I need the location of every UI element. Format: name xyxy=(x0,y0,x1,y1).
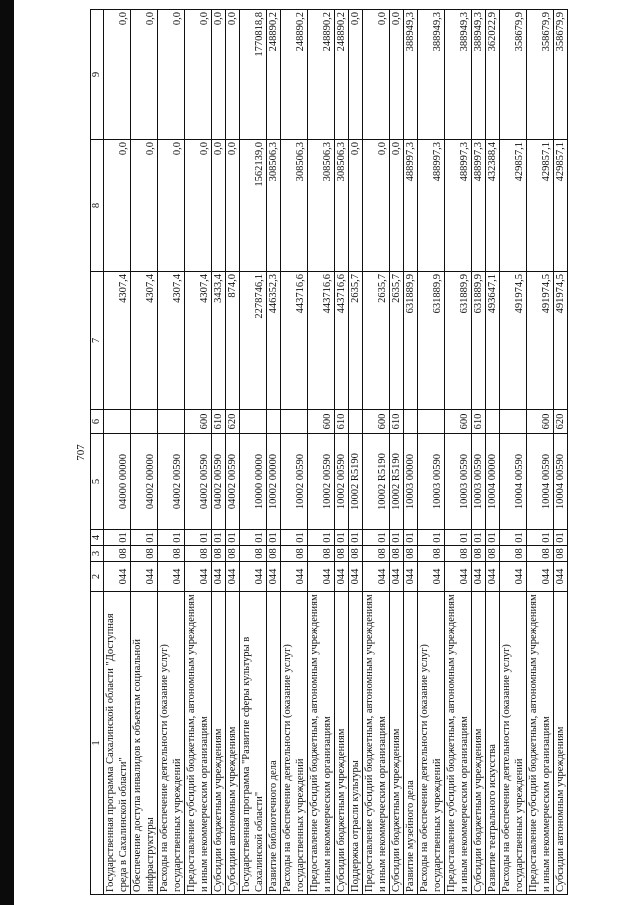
subsection-code: 01 xyxy=(281,530,308,546)
subsection-code: 01 xyxy=(240,530,267,546)
expense-type-code xyxy=(486,410,500,434)
amount-col-8: 0,0 xyxy=(104,140,131,272)
column-header: 2 xyxy=(91,562,104,592)
subsection-code: 01 xyxy=(226,530,240,546)
expense-type-code xyxy=(418,410,445,434)
expense-type-code xyxy=(281,410,308,434)
section-code: 08 xyxy=(281,546,308,562)
target-article-code: 04002 00000 xyxy=(131,434,158,530)
row-name: Субсидии автономным учреждениям xyxy=(554,592,568,895)
ministry-code: 044 xyxy=(500,562,527,592)
amount-col-9: 358679,9 xyxy=(500,10,527,140)
column-number-row xyxy=(91,10,104,895)
expense-type-code xyxy=(349,410,363,434)
ministry-code: 044 xyxy=(240,562,267,592)
amount-col-7: 2635,7 xyxy=(363,272,390,410)
column-header: 9 xyxy=(91,10,104,140)
amount-col-8: 429857,1 xyxy=(527,140,554,272)
expense-type-code: 600 xyxy=(445,410,472,434)
amount-col-9: 388949,3 xyxy=(404,10,418,140)
table-row xyxy=(308,10,335,895)
ministry-code: 044 xyxy=(486,562,500,592)
row-name: Расходы на обеспечение деятельности (оказание услуг) государственных учреждений xyxy=(418,592,445,895)
amount-col-9: 0,0 xyxy=(390,10,404,140)
subsection-code: 01 xyxy=(267,530,281,546)
row-name: Поддержка отрасли культуры xyxy=(349,592,363,895)
amount-col-9: 248890,2 xyxy=(267,10,281,140)
section-code: 08 xyxy=(158,546,185,562)
column-header: 3 xyxy=(91,546,104,562)
amount-col-7: 2635,7 xyxy=(349,272,363,410)
ministry-code: 044 xyxy=(472,562,486,592)
ministry-code: 044 xyxy=(104,562,131,592)
amount-col-8: 429857,1 xyxy=(500,140,527,272)
target-article-code: 10004 00000 xyxy=(486,434,500,530)
target-article-code: 10003 00590 xyxy=(472,434,486,530)
table-row xyxy=(363,10,390,895)
row-name: Предоставление субсидий бюджетным, автономным учреждениям и иным некоммерческим организациям xyxy=(308,592,335,895)
amount-col-9: 0,0 xyxy=(212,10,226,140)
expense-type-code xyxy=(404,410,418,434)
amount-col-7: 446352,3 xyxy=(267,272,281,410)
row-name: Обеспечение доступа инвалидов к объектам социальной инфраструктуры xyxy=(131,592,158,895)
amount-col-9: 388949,3 xyxy=(445,10,472,140)
row-name: Развитие театрального искусства xyxy=(486,592,500,895)
ministry-code: 044 xyxy=(527,562,554,592)
expense-type-code xyxy=(131,410,158,434)
section-code: 08 xyxy=(418,546,445,562)
ministry-code: 044 xyxy=(281,562,308,592)
amount-col-9: 248890,2 xyxy=(335,10,349,140)
target-article-code: 10002 00590 xyxy=(335,434,349,530)
section-code: 08 xyxy=(486,546,500,562)
amount-col-8: 0,0 xyxy=(226,140,240,272)
expense-type-code: 610 xyxy=(212,410,226,434)
section-code: 08 xyxy=(349,546,363,562)
amount-col-8: 488997,3 xyxy=(472,140,486,272)
section-code: 08 xyxy=(335,546,349,562)
ministry-code: 044 xyxy=(363,562,390,592)
row-name: Государственная программа Сахалинской области "Доступная среда в Сахалинской области" xyxy=(104,592,131,895)
row-name: Развитие библиотечного дела xyxy=(267,592,281,895)
target-article-code: 04002 00590 xyxy=(226,434,240,530)
section-code: 08 xyxy=(308,546,335,562)
ministry-code: 044 xyxy=(404,562,418,592)
subsection-code: 01 xyxy=(104,530,131,546)
table-row xyxy=(418,10,445,895)
row-name: Государственная программа "Развитие сферы культуры в Сахалинской области" xyxy=(240,592,267,895)
section-code: 08 xyxy=(267,546,281,562)
amount-col-9: 0,0 xyxy=(226,10,240,140)
amount-col-8: 0,0 xyxy=(363,140,390,272)
expense-type-code: 620 xyxy=(554,410,568,434)
ministry-code: 044 xyxy=(335,562,349,592)
table-row xyxy=(554,10,568,895)
amount-col-9: 358679,9 xyxy=(527,10,554,140)
subsection-code: 01 xyxy=(131,530,158,546)
expense-type-code: 610 xyxy=(335,410,349,434)
target-article-code: 10004 00590 xyxy=(500,434,527,530)
target-article-code: 04002 00590 xyxy=(158,434,185,530)
row-name: Предоставление субсидий бюджетным, автономным учреждениям и иным некоммерческим организациям xyxy=(445,592,472,895)
ministry-code: 044 xyxy=(445,562,472,592)
table-row xyxy=(226,10,240,895)
expense-type-code: 610 xyxy=(390,410,404,434)
amount-col-7: 4307,4 xyxy=(185,272,212,410)
subsection-code: 01 xyxy=(363,530,390,546)
amount-col-9: 0,0 xyxy=(158,10,185,140)
target-article-code: 10003 00000 xyxy=(404,434,418,530)
subsection-code: 01 xyxy=(308,530,335,546)
expense-type-code: 600 xyxy=(363,410,390,434)
ministry-code: 044 xyxy=(212,562,226,592)
amount-col-8: 488997,3 xyxy=(404,140,418,272)
table-row xyxy=(104,10,131,895)
column-header: 4 xyxy=(91,530,104,546)
row-name: Предоставление субсидий бюджетным, автономным учреждениям и иным некоммерческим организациям xyxy=(363,592,390,895)
table-row xyxy=(267,10,281,895)
ministry-code: 044 xyxy=(267,562,281,592)
amount-col-9: 248890,2 xyxy=(308,10,335,140)
column-header: 7 xyxy=(91,272,104,410)
section-code: 08 xyxy=(240,546,267,562)
section-code: 08 xyxy=(404,546,418,562)
row-name: Расходы на обеспечение деятельности (оказание услуг) государственных учреждений xyxy=(281,592,308,895)
amount-col-7: 631889,9 xyxy=(445,272,472,410)
section-code: 08 xyxy=(212,546,226,562)
target-article-code: 10004 00590 xyxy=(527,434,554,530)
table-body xyxy=(104,10,568,895)
amount-col-7: 631889,9 xyxy=(404,272,418,410)
row-name: Развитие музейного дела xyxy=(404,592,418,895)
expense-type-code xyxy=(267,410,281,434)
amount-col-9: 0,0 xyxy=(185,10,212,140)
amount-col-8: 308506,3 xyxy=(335,140,349,272)
amount-col-9: 0,0 xyxy=(349,10,363,140)
amount-col-8: 488997,3 xyxy=(418,140,445,272)
target-article-code: 10002 00000 xyxy=(267,434,281,530)
page-number: 707 xyxy=(75,444,87,461)
row-name: Расходы на обеспечение деятельности (оказание услуг) государственных учреждений xyxy=(500,592,527,895)
expense-type-code: 600 xyxy=(527,410,554,434)
table-row xyxy=(158,10,185,895)
amount-col-8: 488997,3 xyxy=(445,140,472,272)
ministry-code: 044 xyxy=(390,562,404,592)
subsection-code: 01 xyxy=(212,530,226,546)
row-name: Субсидии бюджетным учреждениям xyxy=(212,592,226,895)
expense-type-code: 600 xyxy=(185,410,212,434)
amount-col-8: 0,0 xyxy=(349,140,363,272)
amount-col-8: 0,0 xyxy=(131,140,158,272)
row-name: Предоставление субсидий бюджетным, автономным учреждениям и иным некоммерческим организациям xyxy=(185,592,212,895)
expense-type-code xyxy=(240,410,267,434)
amount-col-7: 874,0 xyxy=(226,272,240,410)
target-article-code: 10003 00590 xyxy=(418,434,445,530)
target-article-code: 10002 R5190 xyxy=(363,434,390,530)
amount-col-8: 308506,3 xyxy=(308,140,335,272)
row-name: Предоставление субсидий бюджетным, автономным учреждениям и иным некоммерческим организациям xyxy=(527,592,554,895)
amount-col-8: 308506,3 xyxy=(267,140,281,272)
amount-col-7: 4307,4 xyxy=(104,272,131,410)
section-code: 08 xyxy=(131,546,158,562)
amount-col-9: 0,0 xyxy=(131,10,158,140)
section-code: 08 xyxy=(554,546,568,562)
budget-table xyxy=(90,9,568,895)
ministry-code: 044 xyxy=(349,562,363,592)
table-row xyxy=(212,10,226,895)
amount-col-7: 443716,6 xyxy=(335,272,349,410)
table-row xyxy=(240,10,267,895)
subsection-code: 01 xyxy=(158,530,185,546)
table-row xyxy=(349,10,363,895)
table-row xyxy=(500,10,527,895)
ministry-code: 044 xyxy=(308,562,335,592)
target-article-code: 10003 00590 xyxy=(445,434,472,530)
section-code: 08 xyxy=(500,546,527,562)
amount-col-9: 0,0 xyxy=(363,10,390,140)
subsection-code: 01 xyxy=(390,530,404,546)
ministry-code: 044 xyxy=(131,562,158,592)
subsection-code: 01 xyxy=(554,530,568,546)
row-name: Субсидии бюджетным учреждениям xyxy=(472,592,486,895)
scan-edge xyxy=(0,0,14,905)
target-article-code: 04002 00590 xyxy=(212,434,226,530)
column-header: 1 xyxy=(91,592,104,895)
amount-col-7: 491974,5 xyxy=(500,272,527,410)
amount-col-7: 491974,5 xyxy=(527,272,554,410)
amount-col-7: 491974,5 xyxy=(554,272,568,410)
amount-col-8: 432388,4 xyxy=(486,140,500,272)
target-article-code: 10002 00590 xyxy=(308,434,335,530)
amount-col-7: 2635,7 xyxy=(390,272,404,410)
column-header: 5 xyxy=(91,434,104,530)
amount-col-8: 1562139,0 xyxy=(240,140,267,272)
table-row xyxy=(527,10,554,895)
expense-type-code xyxy=(104,410,131,434)
table-row xyxy=(335,10,349,895)
amount-col-8: 429857,1 xyxy=(554,140,568,272)
subsection-code: 01 xyxy=(500,530,527,546)
table-row xyxy=(486,10,500,895)
row-name: Расходы на обеспечение деятельности (оказание услуг) государственных учреждений xyxy=(158,592,185,895)
table-row xyxy=(185,10,212,895)
target-article-code: 04000 00000 xyxy=(104,434,131,530)
subsection-code: 01 xyxy=(418,530,445,546)
table-row xyxy=(281,10,308,895)
ministry-code: 044 xyxy=(418,562,445,592)
target-article-code: 10004 00590 xyxy=(554,434,568,530)
amount-col-9: 388949,3 xyxy=(472,10,486,140)
subsection-code: 01 xyxy=(349,530,363,546)
table-row xyxy=(472,10,486,895)
amount-col-7: 2278746,1 xyxy=(240,272,267,410)
subsection-code: 01 xyxy=(445,530,472,546)
ministry-code: 044 xyxy=(554,562,568,592)
ministry-code: 044 xyxy=(226,562,240,592)
amount-col-7: 631889,9 xyxy=(472,272,486,410)
subsection-code: 01 xyxy=(185,530,212,546)
amount-col-7: 4307,4 xyxy=(158,272,185,410)
amount-col-9: 362022,9 xyxy=(486,10,500,140)
row-name: Субсидии бюджетным учреждениям xyxy=(335,592,349,895)
subsection-code: 01 xyxy=(486,530,500,546)
amount-col-8: 308506,3 xyxy=(281,140,308,272)
amount-col-9: 388949,3 xyxy=(418,10,445,140)
section-code: 08 xyxy=(226,546,240,562)
amount-col-7: 631889,9 xyxy=(418,272,445,410)
amount-col-8: 0,0 xyxy=(185,140,212,272)
amount-col-7: 443716,6 xyxy=(308,272,335,410)
table-row xyxy=(390,10,404,895)
expense-type-code: 610 xyxy=(472,410,486,434)
amount-col-8: 0,0 xyxy=(390,140,404,272)
section-code: 08 xyxy=(445,546,472,562)
rotated-page xyxy=(72,10,620,895)
row-name: Субсидии бюджетным учреждениям xyxy=(390,592,404,895)
amount-col-9: 358679,9 xyxy=(554,10,568,140)
row-name: Субсидии автономным учреждениям xyxy=(226,592,240,895)
subsection-code: 01 xyxy=(404,530,418,546)
amount-col-7: 493647,1 xyxy=(486,272,500,410)
column-header: 6 xyxy=(91,410,104,434)
section-code: 08 xyxy=(104,546,131,562)
ministry-code: 044 xyxy=(185,562,212,592)
amount-col-7: 3433,4 xyxy=(212,272,226,410)
target-article-code: 10002 R5190 xyxy=(390,434,404,530)
amount-col-8: 0,0 xyxy=(158,140,185,272)
target-article-code: 10002 R5190 xyxy=(349,434,363,530)
section-code: 08 xyxy=(363,546,390,562)
expense-type-code xyxy=(500,410,527,434)
column-header: 8 xyxy=(91,140,104,272)
table-row xyxy=(131,10,158,895)
amount-col-9: 0,0 xyxy=(104,10,131,140)
amount-col-7: 4307,4 xyxy=(131,272,158,410)
target-article-code: 10002 00590 xyxy=(281,434,308,530)
target-article-code: 04002 00590 xyxy=(185,434,212,530)
ministry-code: 044 xyxy=(158,562,185,592)
subsection-code: 01 xyxy=(527,530,554,546)
expense-type-code: 620 xyxy=(226,410,240,434)
table-row xyxy=(404,10,418,895)
amount-col-9: 1770818,8 xyxy=(240,10,267,140)
expense-type-code: 600 xyxy=(308,410,335,434)
amount-col-9: 248890,2 xyxy=(281,10,308,140)
section-code: 08 xyxy=(390,546,404,562)
section-code: 08 xyxy=(527,546,554,562)
amount-col-7: 443716,6 xyxy=(281,272,308,410)
subsection-code: 01 xyxy=(472,530,486,546)
section-code: 08 xyxy=(472,546,486,562)
subsection-code: 01 xyxy=(335,530,349,546)
section-code: 08 xyxy=(185,546,212,562)
table-row xyxy=(445,10,472,895)
amount-col-8: 0,0 xyxy=(212,140,226,272)
expense-type-code xyxy=(158,410,185,434)
target-article-code: 10000 00000 xyxy=(240,434,267,530)
